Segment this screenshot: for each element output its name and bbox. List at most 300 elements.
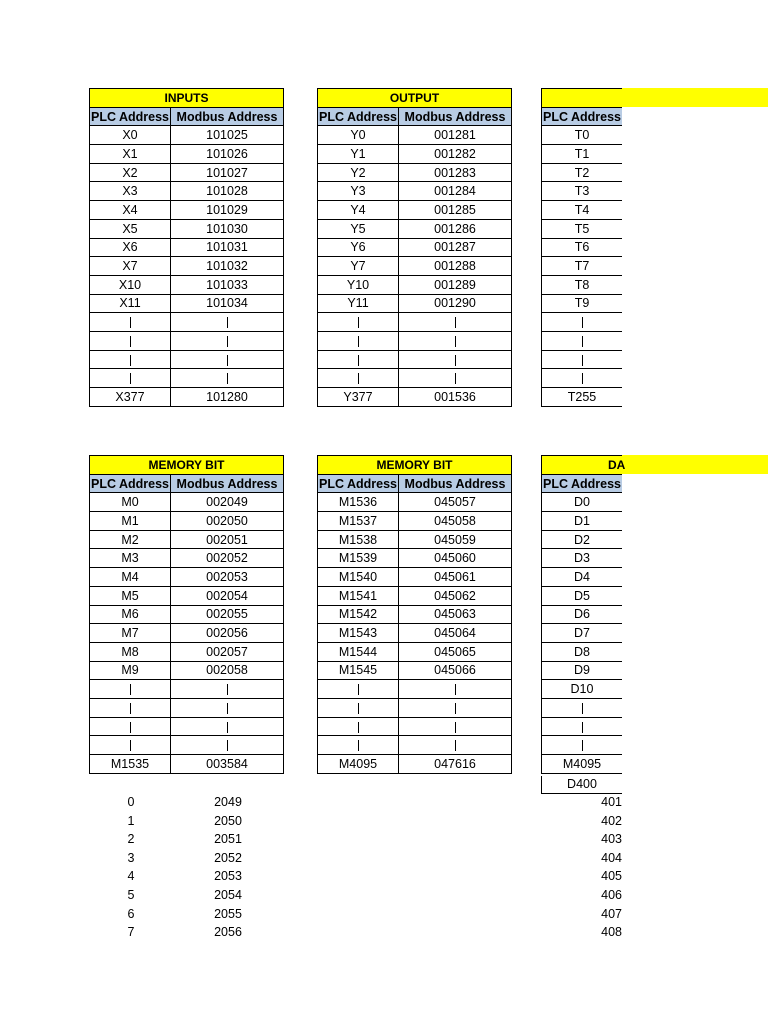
table-row xyxy=(90,642,284,661)
continuation-cell xyxy=(90,313,171,332)
modbus-address-cell: 001287 xyxy=(399,238,512,257)
table-row xyxy=(318,294,512,313)
continuation-mark xyxy=(582,373,583,384)
plc-address-cell: X377 xyxy=(90,388,171,407)
continuation-mark xyxy=(130,355,131,366)
plc-address-cell: D8 xyxy=(542,642,623,661)
table-row xyxy=(542,182,623,201)
continuation-cell xyxy=(399,369,512,388)
table-row xyxy=(542,219,623,238)
plc-address-cell: T8 xyxy=(542,275,623,294)
modbus-address-cell: 101028 xyxy=(171,182,284,201)
continuation-cell xyxy=(90,717,171,736)
ellipsis-row xyxy=(542,313,623,332)
plc-address-cell: M4 xyxy=(90,568,171,587)
column-header: PLC Address xyxy=(542,474,623,493)
continuation-mark xyxy=(455,722,456,733)
modbus-address-cell: 002054 xyxy=(171,586,284,605)
plc-address-cell: M4095 xyxy=(318,755,399,774)
table-row xyxy=(318,201,512,220)
plc-address-cell: D9 xyxy=(542,661,623,680)
list-item-value: 406 xyxy=(601,888,622,902)
continuation-mark xyxy=(582,336,583,347)
continuation-cell xyxy=(90,369,171,388)
table-row xyxy=(90,182,284,201)
continuation-cell xyxy=(318,331,399,350)
continuation-cell xyxy=(90,331,171,350)
list-item-index: 2 xyxy=(127,832,135,847)
modbus-address-cell: 101029 xyxy=(171,201,284,220)
table-row xyxy=(542,493,623,512)
plc-address-cell: M1541 xyxy=(318,586,399,605)
table-row xyxy=(542,201,623,220)
table-row xyxy=(318,624,512,643)
column-header: Modbus Address xyxy=(171,474,284,493)
modbus-address-cell: 001289 xyxy=(399,275,512,294)
plc-address-cell: X1 xyxy=(90,145,171,164)
modbus-address-cell: 045065 xyxy=(399,642,512,661)
plc-address-cell: D4 xyxy=(542,568,623,587)
column-header: PLC Address xyxy=(318,474,399,493)
continuation-mark xyxy=(358,373,359,384)
continuation-mark xyxy=(227,317,228,328)
list-item-value: 2050 xyxy=(214,813,242,828)
modbus-address-cell: 045063 xyxy=(399,605,512,624)
modbus-address-cell: 045060 xyxy=(399,549,512,568)
table-row xyxy=(90,257,284,276)
continuation-mark xyxy=(455,317,456,328)
continuation-mark xyxy=(358,703,359,714)
table-row xyxy=(90,163,284,182)
table-row xyxy=(318,182,512,201)
list-item-value: 2055 xyxy=(214,906,242,921)
plc-address-cell: M1542 xyxy=(318,605,399,624)
modbus-address-cell: 002055 xyxy=(171,605,284,624)
table-title: DA xyxy=(542,456,623,475)
plc-address-cell: M1539 xyxy=(318,549,399,568)
list-item-value: 2053 xyxy=(214,869,242,884)
column-header: PLC Address xyxy=(90,107,171,126)
table-row xyxy=(90,624,284,643)
plc-address-cell: M1 xyxy=(90,512,171,531)
modbus-address-cell: 101026 xyxy=(171,145,284,164)
table-row xyxy=(90,586,284,605)
plc-address-cell: X4 xyxy=(90,201,171,220)
plc-address-cell: X3 xyxy=(90,182,171,201)
plc-address-cell: M9 xyxy=(90,661,171,680)
continuation-cell xyxy=(90,736,171,755)
continuation-mark xyxy=(455,336,456,347)
list-item-value: 2056 xyxy=(214,925,242,940)
plc-address-cell: T3 xyxy=(542,182,623,201)
continuation-cell xyxy=(399,331,512,350)
continuation-cell xyxy=(318,680,399,699)
ellipsis-row xyxy=(90,698,284,717)
list-item-index: 3 xyxy=(127,850,135,865)
title-band-yellow xyxy=(620,455,768,474)
plc-address-cell: M1535 xyxy=(90,755,171,774)
table-row xyxy=(542,294,623,313)
list-item-value: 2051 xyxy=(214,832,242,847)
continuation-cell xyxy=(318,313,399,332)
table-row xyxy=(542,586,623,605)
continuation-mark xyxy=(130,373,131,384)
modbus-address-cell: 002058 xyxy=(171,661,284,680)
continuation-cell xyxy=(171,331,284,350)
continuation-mark xyxy=(227,373,228,384)
continuation-cell xyxy=(171,717,284,736)
continuation-cell xyxy=(318,698,399,717)
ellipsis-row xyxy=(318,736,512,755)
plc-address-cell: T4 xyxy=(542,201,623,220)
continuation-cell xyxy=(171,313,284,332)
plc-address-cell: M1544 xyxy=(318,642,399,661)
table-title: INPUTS xyxy=(90,89,284,108)
table-row xyxy=(318,568,512,587)
table-row-last xyxy=(318,388,512,407)
continuation-mark xyxy=(130,740,131,751)
continuation-cell xyxy=(90,680,171,699)
table-row xyxy=(90,512,284,531)
continuation-cell xyxy=(542,698,623,717)
plc-address-cell: T5 xyxy=(542,219,623,238)
continuation-cell xyxy=(318,717,399,736)
modbus-address-cell: 101033 xyxy=(171,275,284,294)
plc-address-cell: Y0 xyxy=(318,126,399,145)
plc-address-cell: M1536 xyxy=(318,493,399,512)
column-header: Modbus Address xyxy=(399,474,512,493)
table-row xyxy=(318,661,512,680)
continuation-cell xyxy=(318,350,399,369)
continuation-mark xyxy=(227,336,228,347)
continuation-cell xyxy=(399,736,512,755)
modbus-address-cell: 047616 xyxy=(399,755,512,774)
table-row xyxy=(318,163,512,182)
table-row xyxy=(318,642,512,661)
table-row xyxy=(90,201,284,220)
plc-address-cell: T2 xyxy=(542,163,623,182)
plc-address-cell: D10 xyxy=(542,680,623,699)
modbus-address-cell: 002051 xyxy=(171,530,284,549)
table-title: MEMORY BIT xyxy=(90,456,284,475)
plc-address-cell: D7 xyxy=(542,624,623,643)
plc-address-cell: Y7 xyxy=(318,257,399,276)
plc-address-cell: D3 xyxy=(542,549,623,568)
continuation-mark xyxy=(130,684,131,695)
continuation-mark xyxy=(582,355,583,366)
list-item-value: 2054 xyxy=(214,888,242,902)
continuation-mark xyxy=(130,336,131,347)
plc-address-cell: X7 xyxy=(90,257,171,276)
continuation-mark xyxy=(582,722,583,733)
modbus-address-cell: 001283 xyxy=(399,163,512,182)
plc-address-cell: X2 xyxy=(90,163,171,182)
plc-address-cell: M8 xyxy=(90,642,171,661)
continuation-cell xyxy=(318,736,399,755)
modbus-address-cell: 001284 xyxy=(399,182,512,201)
ellipsis-row xyxy=(318,313,512,332)
continuation-cell xyxy=(542,350,623,369)
plc-address-cell: Y11 xyxy=(318,294,399,313)
table-row xyxy=(542,605,623,624)
table-row xyxy=(542,568,623,587)
modbus-address-cell: 045057 xyxy=(399,493,512,512)
table-row xyxy=(318,126,512,145)
plc-address-cell: D0 xyxy=(542,493,623,512)
continuation-cell xyxy=(171,350,284,369)
continuation-mark xyxy=(455,703,456,714)
continuation-mark xyxy=(227,355,228,366)
table-row-last xyxy=(542,755,623,774)
continuation-cell xyxy=(90,698,171,717)
plc-address-cell: Y3 xyxy=(318,182,399,201)
continuation-cell xyxy=(399,717,512,736)
plc-address-cell: T9 xyxy=(542,294,623,313)
plc-address-cell: M1537 xyxy=(318,512,399,531)
ellipsis-row xyxy=(90,350,284,369)
modbus-address-cell: 001288 xyxy=(399,257,512,276)
plc-address-cell: M7 xyxy=(90,624,171,643)
modbus-address-cell: 002052 xyxy=(171,549,284,568)
continuation-mark xyxy=(130,703,131,714)
ellipsis-row xyxy=(90,680,284,699)
table-row xyxy=(90,294,284,313)
d400-cell: D400 xyxy=(541,776,622,794)
continuation-cell xyxy=(171,698,284,717)
table-row-last xyxy=(90,755,284,774)
list-item-value: 2049 xyxy=(214,795,242,809)
ellipsis-row xyxy=(90,369,284,388)
timer-table xyxy=(541,88,622,407)
table-row xyxy=(90,275,284,294)
table-row xyxy=(90,145,284,164)
continuation-mark xyxy=(582,740,583,751)
table-row xyxy=(318,257,512,276)
continuation-mark xyxy=(130,317,131,328)
column-header: Modbus Address xyxy=(399,107,512,126)
modbus-address-cell: 003584 xyxy=(171,755,284,774)
table-row xyxy=(542,163,623,182)
ellipsis-row xyxy=(90,313,284,332)
continuation-mark xyxy=(358,684,359,695)
ellipsis-row xyxy=(318,717,512,736)
plc-address-cell: D2 xyxy=(542,530,623,549)
continuation-cell xyxy=(542,736,623,755)
ellipsis-row xyxy=(542,350,623,369)
modbus-address-cell: 045058 xyxy=(399,512,512,531)
continuation-cell xyxy=(542,717,623,736)
table-row xyxy=(90,605,284,624)
modbus-address-cell: 101025 xyxy=(171,126,284,145)
list-item-index: 1 xyxy=(127,813,135,828)
modbus-address-cell: 001290 xyxy=(399,294,512,313)
plc-address-cell: M5 xyxy=(90,586,171,605)
table-row xyxy=(318,145,512,164)
table-row xyxy=(542,680,623,699)
modbus-address-cell: 001285 xyxy=(399,201,512,220)
table-row xyxy=(90,568,284,587)
ellipsis-row xyxy=(542,369,623,388)
plc-address-cell: Y1 xyxy=(318,145,399,164)
continuation-cell xyxy=(399,698,512,717)
continuation-mark xyxy=(455,355,456,366)
modbus-address-cell: 002057 xyxy=(171,642,284,661)
modbus-address-cell: 101280 xyxy=(171,388,284,407)
continuation-mark xyxy=(227,703,228,714)
continuation-cell xyxy=(171,736,284,755)
modbus-address-cell: 001281 xyxy=(399,126,512,145)
table-row xyxy=(318,586,512,605)
plc-address-cell: Y10 xyxy=(318,275,399,294)
modbus-address-cell: 101030 xyxy=(171,219,284,238)
plc-address-cell: X0 xyxy=(90,126,171,145)
plc-address-cell: M1545 xyxy=(318,661,399,680)
plc-address-cell: X11 xyxy=(90,294,171,313)
table-row xyxy=(90,549,284,568)
ellipsis-row xyxy=(318,331,512,350)
modbus-address-cell: 001282 xyxy=(399,145,512,164)
plc-address-cell: M3 xyxy=(90,549,171,568)
plc-address-cell: D5 xyxy=(542,586,623,605)
modbus-address-cell: 101031 xyxy=(171,238,284,257)
table-row xyxy=(318,238,512,257)
table-row xyxy=(542,661,623,680)
plc-address-cell: X5 xyxy=(90,219,171,238)
table-row xyxy=(542,257,623,276)
plc-address-cell: Y4 xyxy=(318,201,399,220)
ellipsis-row xyxy=(542,717,623,736)
plc-address-cell: M1543 xyxy=(318,624,399,643)
table-title: MEMORY BIT xyxy=(318,456,512,475)
table-row xyxy=(318,530,512,549)
modbus-address-cell: 045064 xyxy=(399,624,512,643)
plc-address-cell: T6 xyxy=(542,238,623,257)
table-row-last xyxy=(90,388,284,407)
plc-address-cell: T1 xyxy=(542,145,623,164)
plc-address-cell: M1538 xyxy=(318,530,399,549)
table-row xyxy=(90,219,284,238)
output-table xyxy=(317,88,512,407)
plc-address-cell: Y5 xyxy=(318,219,399,238)
table-row xyxy=(318,493,512,512)
continuation-mark xyxy=(358,740,359,751)
continuation-mark xyxy=(227,684,228,695)
modbus-address-cell: 101027 xyxy=(171,163,284,182)
continuation-mark xyxy=(227,722,228,733)
plc-address-cell: Y377 xyxy=(318,388,399,407)
continuation-cell xyxy=(318,369,399,388)
continuation-mark xyxy=(358,722,359,733)
table-row xyxy=(542,530,623,549)
table-row xyxy=(90,126,284,145)
plc-address-cell: M2 xyxy=(90,530,171,549)
continuation-mark xyxy=(130,722,131,733)
modbus-address-cell: 101032 xyxy=(171,257,284,276)
table-row-last xyxy=(542,388,623,407)
ellipsis-row xyxy=(318,369,512,388)
continuation-cell xyxy=(90,350,171,369)
column-header: PLC Address xyxy=(318,107,399,126)
continuation-cell xyxy=(542,369,623,388)
plc-address-cell: M6 xyxy=(90,605,171,624)
table-row xyxy=(318,219,512,238)
list-item-value: 403 xyxy=(601,832,622,847)
memory2-table xyxy=(317,455,512,774)
ellipsis-row xyxy=(542,736,623,755)
table-title xyxy=(542,89,623,108)
table-row xyxy=(318,512,512,531)
ellipsis-row xyxy=(318,350,512,369)
plc-address-cell: D1 xyxy=(542,512,623,531)
table-title: OUTPUT xyxy=(318,89,512,108)
plc-address-cell: M1540 xyxy=(318,568,399,587)
modbus-address-cell: 002053 xyxy=(171,568,284,587)
list-item-index: 4 xyxy=(127,869,135,884)
continuation-cell xyxy=(542,331,623,350)
title-band-yellow xyxy=(620,88,768,107)
continuation-cell xyxy=(399,350,512,369)
plc-address-cell: Y2 xyxy=(318,163,399,182)
ellipsis-row xyxy=(318,680,512,699)
list-item-value: 2052 xyxy=(214,850,242,865)
list-item-value: 401 xyxy=(601,795,622,809)
ellipsis-row xyxy=(542,331,623,350)
list-item-index: 6 xyxy=(127,906,135,921)
table-row xyxy=(318,605,512,624)
plc-address-cell: X6 xyxy=(90,238,171,257)
table-row xyxy=(542,145,623,164)
modbus-address-cell: 045062 xyxy=(399,586,512,605)
continuation-mark xyxy=(358,355,359,366)
modbus-address-cell: 001536 xyxy=(399,388,512,407)
table-row xyxy=(542,642,623,661)
modbus-address-cell: 002049 xyxy=(171,493,284,512)
table-row xyxy=(542,624,623,643)
data_reg-table xyxy=(541,455,626,774)
ellipsis-row xyxy=(542,698,623,717)
list-item-value: 405 xyxy=(601,869,622,884)
plc-address-cell: T0 xyxy=(542,126,623,145)
list-item-index: 7 xyxy=(127,925,135,940)
modbus-address-cell: 045066 xyxy=(399,661,512,680)
continuation-mark xyxy=(582,317,583,328)
continuation-cell xyxy=(171,369,284,388)
table-row xyxy=(542,238,623,257)
table-row xyxy=(318,275,512,294)
table-row xyxy=(90,530,284,549)
column-header: Modbus Address xyxy=(171,107,284,126)
ellipsis-row xyxy=(90,331,284,350)
ellipsis-row xyxy=(318,698,512,717)
table-row xyxy=(542,275,623,294)
continuation-cell xyxy=(399,680,512,699)
modbus-address-cell: 002056 xyxy=(171,624,284,643)
memory1-table xyxy=(89,455,284,774)
column-header: PLC Address xyxy=(542,107,623,126)
plc-address-cell: X10 xyxy=(90,275,171,294)
plc-address-cell: M4095 xyxy=(542,755,623,774)
ellipsis-row xyxy=(90,736,284,755)
list-item-value: 407 xyxy=(601,906,622,921)
modbus-address-cell: 101034 xyxy=(171,294,284,313)
plc-address-cell: Y6 xyxy=(318,238,399,257)
continuation-mark xyxy=(455,684,456,695)
continuation-mark xyxy=(455,373,456,384)
continuation-mark xyxy=(227,740,228,751)
continuation-mark xyxy=(358,336,359,347)
modbus-address-cell: 045059 xyxy=(399,530,512,549)
modbus-address-cell: 001286 xyxy=(399,219,512,238)
